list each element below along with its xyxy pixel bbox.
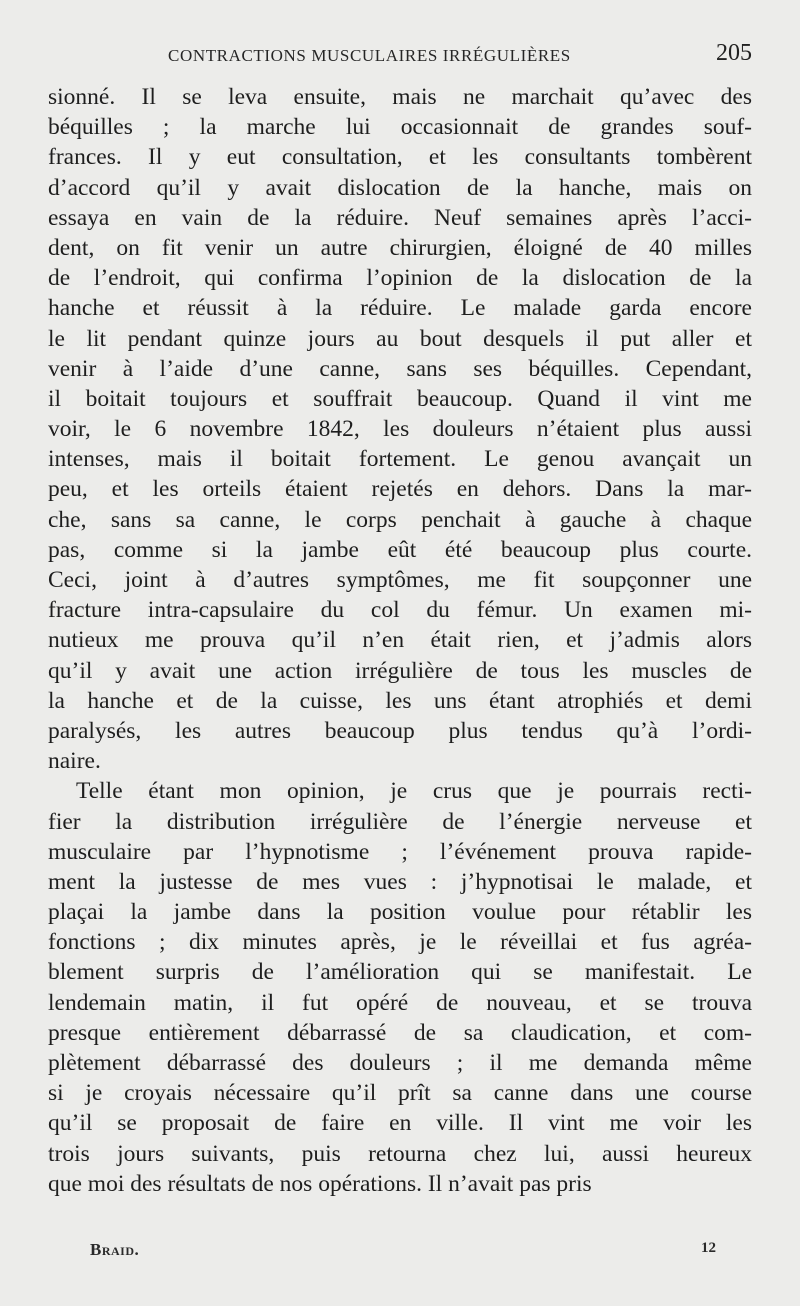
text-line: dent, on fit venir un autre chirurgien, éloigné de 40 milles [48, 234, 752, 261]
text-line: musculaire par l’hypnotisme ; l’événement prouva rapide- [48, 838, 752, 865]
text-line: peu, et les orteils étaient rejetés en dehors. Dans la mar- [48, 476, 752, 503]
text-line: presque entièrement débarrassé de sa claudication, et com- [48, 1019, 752, 1046]
signature-mark: Braid. [90, 1240, 140, 1259]
text-line: venir à l’aide d’une canne, sans ses béquilles. Cependant, [48, 355, 752, 382]
text-line: que moi des résultats de nos opérations. Il n’avait pas pris [48, 1170, 592, 1197]
page-footer [48, 1232, 752, 1262]
text-line: de l’endroit, qui confirma l’opinion de la dislocation de la [48, 265, 752, 292]
paragraph [48, 82, 752, 776]
text-line: plètement débarrassé des douleurs ; il me demanda même [48, 1050, 752, 1076]
page-header [48, 36, 752, 76]
text-line: Ceci, joint à d’autres symptômes, me fit soupçonner une [48, 567, 752, 593]
text-line: si je croyais nécessaire qu’il prît sa canne dans une course [48, 1080, 752, 1107]
text-line: naire. [48, 748, 101, 775]
text-line: sionné. Il se leva ensuite, mais ne marchait qu’avec des [48, 84, 752, 110]
text-line: ment la justesse de mes vues : j’hypnotisai le malade, et [48, 868, 752, 895]
body-text [48, 82, 752, 1199]
text-line: qu’il y avait une action irrégulière de tous les muscles de [48, 657, 752, 684]
text-line: la hanche et de la cuisse, les uns étant atrophiés et demi [48, 687, 752, 714]
text-line: pas, comme si la jambe eût été beaucoup plus courte. [48, 536, 752, 563]
text-line: blement surpris de l’amélioration qui se manifestait. Le [48, 959, 752, 986]
text-line: fonctions ; dix minutes après, je le réveillai et fus agréa- [48, 929, 752, 956]
sheet-number: 12 [701, 1240, 716, 1256]
text-line: trois jours suivants, puis retourna chez lui, aussi heureux [48, 1140, 752, 1167]
text-line: d’accord qu’il y avait dislocation de la hanche, mais on [48, 174, 752, 201]
page-number: 205 [716, 40, 752, 66]
text-line: Telle étant mon opinion, je crus que je pourrais recti- [76, 778, 752, 805]
text-line: intenses, mais il boitait fortement. Le genou avançait un [48, 446, 752, 473]
text-line: nutieux me prouva qu’il n’en était rien, et j’admis alors [48, 627, 752, 654]
paragraph [48, 776, 752, 1199]
text-line: frances. Il y eut consultation, et les consultants tombèrent [48, 144, 752, 171]
running-head: CONTRACTIONS MUSCULAIRES IRRÉGULIÈRES [168, 46, 571, 65]
text-line: voir, le 6 novembre 1842, les douleurs n’étaient plus aussi [48, 416, 752, 443]
text-line: plaçai la jambe dans la position voulue pour rétablir les [48, 899, 752, 926]
text-line: hanche et réussit à la réduire. Le malade garda encore [48, 295, 752, 322]
text-line: lendemain matin, il fut opéré de nouveau, et se trouva [48, 989, 752, 1016]
text-line: fier la distribution irrégulière de l’énergie nerveuse et [48, 808, 752, 835]
text-line: le lit pendant quinze jours au bout desquels il put aller et [48, 325, 752, 352]
text-line: qu’il se proposait de faire en ville. Il vint me voir les [48, 1110, 752, 1137]
text-line: essaya en vain de la réduire. Neuf semaines après l’acci- [48, 204, 752, 231]
text-line: fracture intra-capsulaire du col du fémur. Un examen mi- [48, 597, 752, 624]
text-line: che, sans sa canne, le corps penchait à gauche à chaque [48, 506, 752, 533]
text-line: béquilles ; la marche lui occasionnait de grandes souf- [48, 114, 752, 141]
text-line: paralysés, les autres beaucoup plus tendus qu’à l’ordi- [48, 717, 752, 744]
text-line: il boitait toujours et souffrait beaucoup. Quand il vint me [48, 385, 752, 412]
